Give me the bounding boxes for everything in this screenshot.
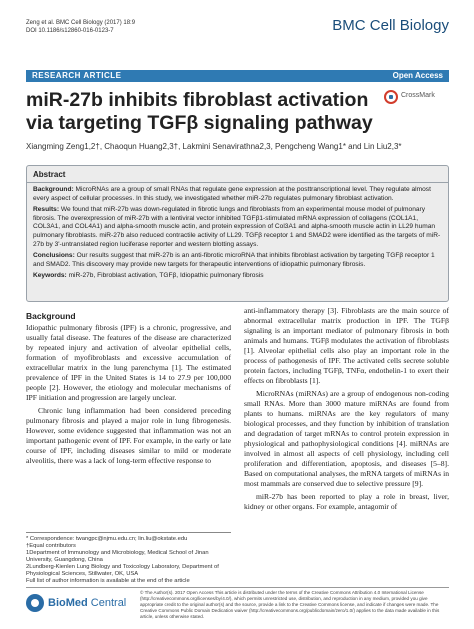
biomed-central-icon	[26, 594, 44, 612]
abstract-background-label: Background:	[33, 186, 74, 193]
crossmark-icon	[384, 90, 398, 104]
footer-divider	[26, 587, 449, 588]
keywords-text: miR-27b, Fibroblast activation, TGFβ, Idiopathic pulmonary fibrosis	[68, 272, 264, 280]
keywords-label: Keywords:	[33, 272, 67, 280]
citation-line: Zeng et al. BMC Cell Biology (2017) 18:9	[26, 20, 136, 26]
body-paragraph: Chronic lung inflammation had been considered preceding pulmonary fibrosis and played a major role in lung fibrogenesis. However, some evidence suggested that inflammation was not an important pathogenic event of IPF. For example, in the early or late course of IPF, including diseases similar to mild or moderate alveolitis, there was a lack of long-term effective response to	[26, 406, 231, 465]
abstract-keywords	[33, 272, 442, 281]
citation-block	[26, 19, 135, 35]
crossmark-label: CrossMark	[401, 92, 435, 99]
doi-line[interactable]: DOI 10.1186/s12860-016-0123-7	[26, 28, 114, 34]
abstract-results-text: We found that miR-27b was down-regulated in fibrotic lungs and fibroblasts from an experimental mouse model of pulmonary fibrosis. The overexpression of miR-27b with a lentiviral vector inhibited TGFβ1-stimulated mRNA expression of collagens (COL1A1, COL3A1, and COL4A1) and alpha-smooth muscle actin, and protein expression of Col3A1 and alpha-smooth muscle actin in LL29 human pulmonary fibroblasts. miR-27b also reduced contractile activity of LL29. TGFβ receptor 1 and SMAD2 were identified as the targets of miR-27b by 3'-untranslated region luciferase reporter and western blotting assays.	[33, 206, 441, 248]
body-paragraph: Idiopathic pulmonary fibrosis (IPF) is a chronic, progressive, and usually fatal disease. The features of the disease are characterized by repeated injury and activation of alveolar epithelial cells, formation of myofibroblasts and excessive accumulation of extracellular matrix in the lung parenchyma [1]. The estimated prevalence of IPF in the United States is 14 to 27.9 per 100,000 people [2]. However, the etiology and molecular mechanisms of IPF initiation and progression are largely unclear.	[26, 323, 231, 402]
biomed-central-logo[interactable]	[26, 593, 136, 613]
abstract-conclusions-label: Conclusions:	[33, 252, 75, 260]
abstract-background-text: MicroRNAs are a group of small RNAs that regulate gene expression at the posttranscriptional level. They regulate almost every aspect of cellular processes. In this study, we investigated whether miR-27b regulates pulmonary fibroblast activation.	[33, 186, 431, 202]
article-type-label: RESEARCH ARTICLE	[32, 71, 122, 80]
logo-text-bold: BioMed	[48, 597, 88, 609]
crossmark-badge[interactable]	[384, 90, 446, 104]
section-heading-background: Background	[26, 311, 76, 321]
abstract-heading: Abstract	[33, 170, 66, 179]
abstract-results-label: Results:	[33, 206, 60, 214]
more-affiliations-note: Full list of author information is available at the end of the article	[26, 578, 190, 584]
logo-text-regular: Central	[87, 597, 127, 609]
abstract-conclusions	[33, 252, 442, 269]
author-list: Xiangming Zeng1,2†, Chaoqun Huang2,3†, Lakmini Senavirathna2,3, Pengcheng Wang1* and Lin Liu2,3*	[26, 142, 402, 151]
body-column-left	[26, 311, 231, 469]
abstract-divider	[27, 182, 448, 183]
body-paragraph: anti-inflammatory therapy [3]. Fibroblasts are the main source of abnormal extracellular matrix production in IPF. The TGFβ signaling is an important mediator of pulmonary fibrosis in both animals and humans. TGFβ modulates the activation of fibroblasts [1]. Alveolar epithelial cells also play an important role in the process of pathogenesis of IPF. The activated cells secrete soluble protein factors, including TGFβ, TNFα, endothelin-1 to exert their effects on fibroblasts [1].	[244, 306, 449, 385]
abstract-box	[26, 165, 449, 302]
affiliation-2: 2Lundberg-Kienlen Lung Biology and Toxicology Laboratory, Department of Physiological Sciences, Stillwater, OK, USA	[26, 564, 219, 577]
affiliation-1: 1Department of Immunology and Microbiology, Medical School of Jinan University, Guangdong, China	[26, 550, 209, 563]
footnotes	[26, 532, 231, 585]
body-paragraph: MicroRNAs (miRNAs) are a group of endogenous non-coding small RNAs. More than 3000 mature miRNAs are found from plants to humans. miRNAs are the key regulators of many biological processes, and they function by inhibition of translation and degradation of target mRNAs to control protein expression in physiological and pathophysiological conditions [4]. miRNAs are involved in almost all aspects of cell physiology, including cell proliferation and differentiation, apoptosis, and diseases [5–8]. Based on computational analyses, the mRNA targets of miRNAs in most mammals are conserved due to selective pressure [9].	[244, 389, 449, 488]
open-access-label: Open Access	[392, 71, 443, 80]
article-title: miR-27b inhibits fibroblast activation via targeting TGFβ signaling pathway	[26, 89, 373, 134]
equal-contributors-note: †Equal contributors	[26, 543, 76, 549]
correspondence-note: * Correspondence: twangpc@njmu.edu.cn; lin.liu@okstate.edu	[26, 536, 188, 542]
abstract-conclusions-text: Our results suggest that miR-27b is an anti-fibrotic microRNA that inhibits fibroblast activation by targeting TGFβ receptor 1 and SMAD2. This discovery may provide new targets for therapeutic interventions of idiopathic pulmonary fibrosis.	[33, 252, 435, 268]
abstract-background	[33, 186, 442, 203]
logo-text	[48, 597, 126, 609]
article-type-band	[26, 70, 449, 82]
license-text: © The Author(s). 2017 Open Access This article is distributed under the terms of the Creative Commons Attribution 4.0 International License (http://creativecommons.org/licenses/by/4.0/), which permits unrestricted use, distribution, and reproduction in any medium, provided you give appropriate credit to the original author(s) and the source, provide a link to the Creative Commons license, and indicate if changes were made. The Creative Commons Public Domain Dedication waiver (http://creativecommons.org/publicdomain/zero/1.0/) applies to the data made available in this article, unless otherwise stated.	[140, 590, 440, 619]
body-column-right	[244, 306, 449, 515]
body-paragraph: miR-27b has been reported to play a role in breast, liver, kidney or other organs. For example, antagomir of	[244, 492, 449, 511]
abstract-results	[33, 206, 442, 249]
journal-name: BMC Cell Biology	[332, 17, 449, 34]
